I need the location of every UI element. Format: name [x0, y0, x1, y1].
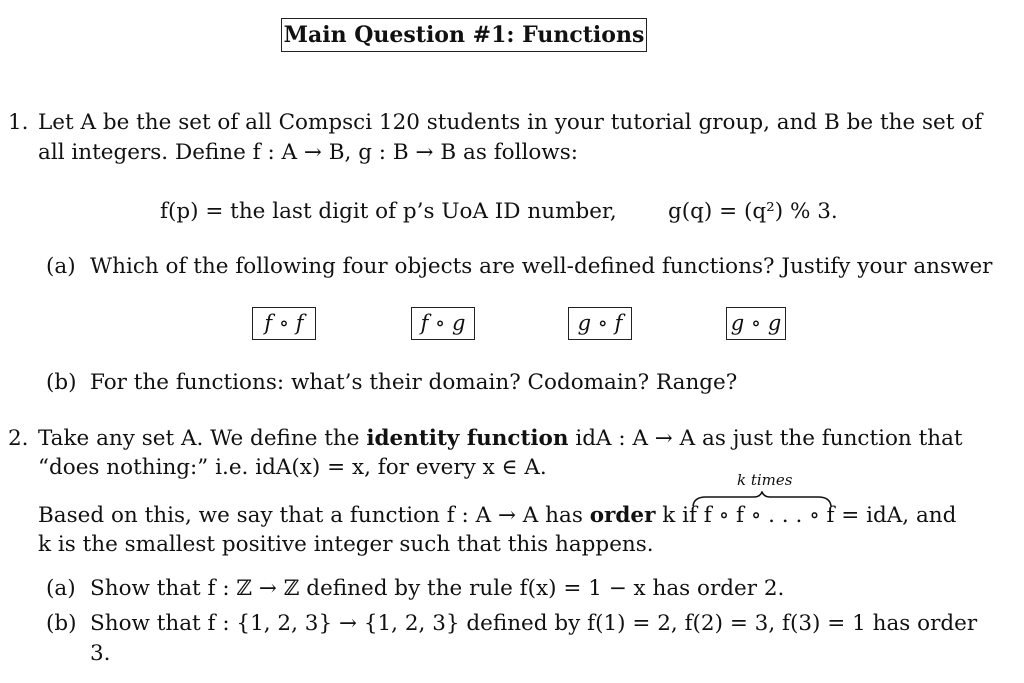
- q1a-label: (a): [46, 254, 76, 279]
- q2b-label: (b): [46, 611, 77, 636]
- k-times-label: k times: [737, 471, 793, 489]
- identity-function-term: identity function: [366, 426, 569, 451]
- q2b-text: Show that f : {1, 2, 3} → {1, 2, 3} defined by f(1) = 2, f(2) = 3, f(3) = 1 has order: [90, 611, 978, 636]
- q1-line-2: all integers. Define f : A → B, g : B → B as follows:: [38, 140, 578, 165]
- q2-line-1-post: idA : A → A as just the function that: [568, 426, 963, 451]
- q1b-label: (b): [46, 370, 77, 395]
- q1-formula-g: g(q) = (q²) % 3.: [668, 199, 838, 224]
- q1-formula-f: f(p) = the last digit of p’s UoA ID number,: [160, 199, 617, 224]
- q1b-text: For the functions: what’s their domain? Codomain? Range?: [90, 370, 738, 395]
- q1-line-1: Let A be the set of all Compsci 120 students in your tutorial group, and B be the set of: [38, 110, 983, 135]
- q2a-text: Show that f : ℤ → ℤ defined by the rule f(x) = 1 − x has order 2.: [90, 576, 785, 601]
- q1a-text: Which of the following four objects are well-defined functions? Justify your answer: [90, 254, 993, 279]
- q2-line-3-pre: Based on this, we say that a function f : A → A has: [38, 503, 590, 528]
- q2-line-1-pre: Take any set A. We define the: [38, 426, 367, 451]
- q2-line-3-post: k if f ∘ f ∘ . . . ∘ f = idA, and: [655, 503, 957, 528]
- q2a-label: (a): [46, 576, 76, 601]
- q2-line-1: [38, 425, 963, 452]
- order-term: order: [589, 503, 656, 528]
- page-title: Main Question #1: Functions: [281, 18, 647, 52]
- q2b-text-continued: 3.: [90, 641, 111, 666]
- composition-box-g-f: g ∘ f: [568, 307, 632, 340]
- q2-line-3: [38, 502, 956, 529]
- q2-number: 2.: [8, 426, 29, 451]
- q2-line-2: “does nothing:” i.e. idA(x) = x, for every x ∈ A.: [38, 455, 547, 480]
- composition-box-g-g: g ∘ g: [726, 307, 786, 340]
- q2-line-4: k is the smallest positive integer such that this happens.: [38, 532, 654, 557]
- composition-box-f-f: f ∘ f: [252, 307, 316, 340]
- q1-number: 1.: [8, 110, 29, 135]
- composition-box-f-g: f ∘ g: [411, 307, 475, 340]
